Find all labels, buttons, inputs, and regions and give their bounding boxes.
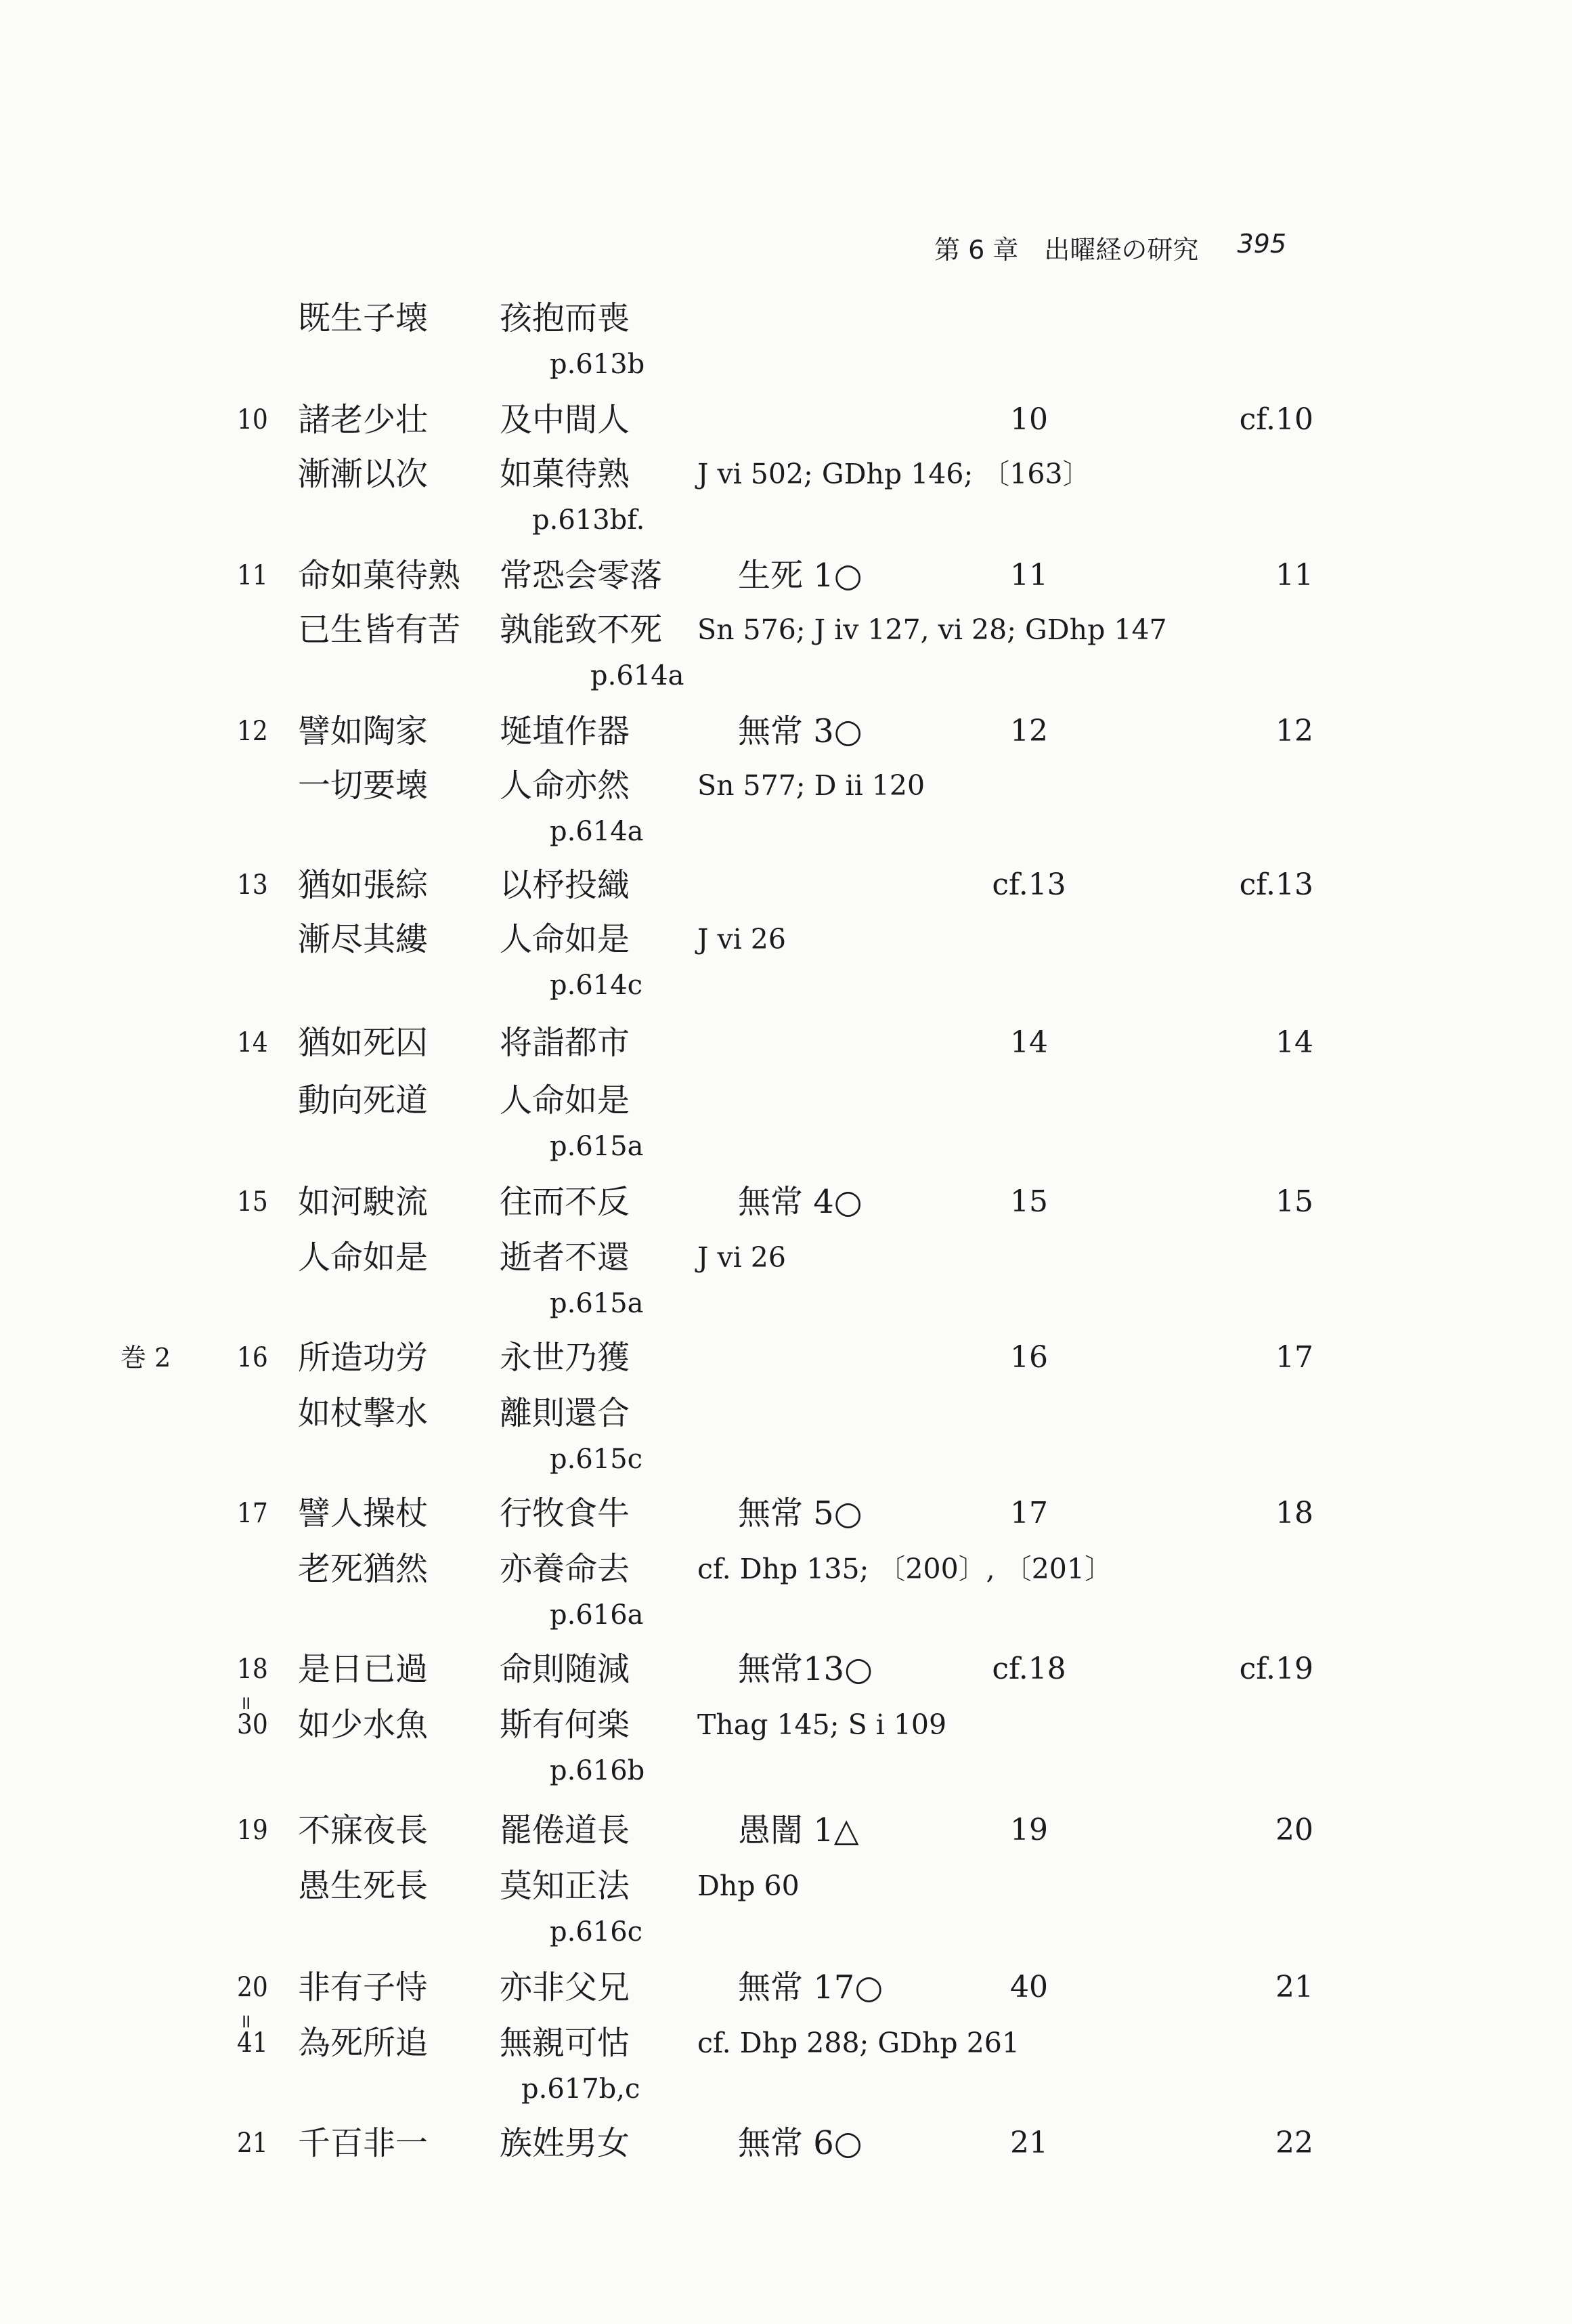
page-ref-line xyxy=(0,1908,1572,1956)
verse-phrase-1: 猶如張綜 xyxy=(298,866,429,904)
verse-phrase-2: 埏埴作器 xyxy=(500,712,630,750)
page-ref-line xyxy=(0,1436,1572,1483)
parallel-number-2: 17 xyxy=(1275,1340,1313,1375)
verse-phrase-1: 如河駛流 xyxy=(298,1183,429,1221)
taisho-page: p.615c xyxy=(550,1444,643,1475)
taisho-page: p.614c xyxy=(550,970,643,1001)
verse-phrase-1: 非有子恃 xyxy=(298,1968,429,2006)
taisho-page: p.616b xyxy=(550,1755,645,1786)
entry-line xyxy=(0,1862,1572,1910)
entry-line xyxy=(0,762,1572,809)
taisho-page: p.615a xyxy=(550,1288,644,1319)
parallel-number-2: cf.10 xyxy=(1239,402,1313,437)
verse-phrase-4: 逝者不還 xyxy=(500,1239,630,1276)
parallel-references: Dhp 60 xyxy=(697,1870,800,1902)
verse-number: 20 xyxy=(237,1972,268,2003)
verse-phrase-4: 如菓待熟 xyxy=(500,455,630,493)
verse-phrase-2: 常恐会零落 xyxy=(500,557,663,595)
chapter-title: 第 6 章 出曜経の研究 xyxy=(934,235,1199,265)
verse-phrase-2: 将詣都市 xyxy=(500,1024,630,1062)
taisho-page: p.614a xyxy=(590,660,684,691)
parallel-number-2: 21 xyxy=(1275,1970,1313,2004)
entry-line xyxy=(0,1490,1572,1537)
verse-phrase-2: 罷倦道長 xyxy=(500,1811,630,1849)
verse-phrase-1: 命如菓待熟 xyxy=(298,557,461,595)
verse-number: 17 xyxy=(237,1498,268,1529)
verse-phrase-3: 如少水魚 xyxy=(298,1706,429,1744)
verse-phrase-3: 人命如是 xyxy=(298,1239,429,1276)
parallel-number-1: 15 xyxy=(1010,1184,1048,1219)
verse-phrase-2: 以杼投織 xyxy=(500,866,630,904)
parallel-references: Sn 576; J iv 127, vi 28; GDhp 147 xyxy=(697,614,1167,646)
parallel-number-1: cf.13 xyxy=(992,867,1066,902)
page-ref-line xyxy=(0,808,1572,855)
page-ref-line xyxy=(0,1747,1572,1794)
verse-number-alt: 30 xyxy=(237,1709,268,1740)
volume-marker: 巻 2 xyxy=(121,1343,171,1373)
udanavarga-ref: 無常 5○ xyxy=(738,1494,863,1532)
entry-line xyxy=(0,1807,1572,1854)
udanavarga-ref: 無常 4○ xyxy=(738,1183,863,1221)
entry-line xyxy=(0,861,1572,909)
verse-number: 13 xyxy=(237,869,268,901)
taisho-page: p.614a xyxy=(550,816,644,847)
entry-line xyxy=(0,1701,1572,1748)
parallel-number-2: 15 xyxy=(1275,1184,1313,1219)
verse-number: 15 xyxy=(237,1186,268,1218)
entry-line xyxy=(0,1178,1572,1226)
verse-number-alt: 41 xyxy=(237,2027,268,2059)
parallel-references: cf. Dhp 288; GDhp 261 xyxy=(697,2027,1020,2059)
parallel-number-2: cf.13 xyxy=(1239,867,1313,902)
parallel-number-1: 21 xyxy=(1010,2126,1048,2160)
parallel-number-1: 17 xyxy=(1010,1496,1048,1530)
page-ref-line xyxy=(0,2065,1572,2113)
verse-phrase-4: 亦養命去 xyxy=(500,1550,630,1588)
verse-phrase-1: 所造功労 xyxy=(298,1339,429,1377)
parallel-number-2: 11 xyxy=(1275,558,1313,593)
verse-phrase-2: 永世乃獲 xyxy=(500,1339,630,1377)
verse-phrase-2: 行牧食牛 xyxy=(500,1494,630,1532)
entry-line xyxy=(0,396,1572,444)
verse-phrase-2: 亦非父兄 xyxy=(500,1968,630,2006)
parallel-references: Sn 577; D ii 120 xyxy=(697,769,925,802)
verse-phrase-4: 離則還合 xyxy=(500,1394,630,1432)
udanavarga-ref: 無常 3○ xyxy=(738,712,863,750)
entry-line xyxy=(0,2019,1572,2067)
entry-line xyxy=(0,450,1572,498)
parallel-number-2: 12 xyxy=(1275,714,1313,748)
verse-phrase-1: 既生子壊 xyxy=(298,299,429,337)
udanavarga-ref: 生死 1○ xyxy=(738,557,863,595)
verse-number: 18 xyxy=(237,1654,268,1685)
parallel-number-2: 18 xyxy=(1275,1496,1313,1530)
verse-phrase-2: 及中間人 xyxy=(500,401,630,439)
taisho-page: p.615a xyxy=(550,1131,644,1162)
verse-number: 11 xyxy=(237,560,268,591)
entry-line xyxy=(0,916,1572,963)
parallel-number-1: 14 xyxy=(1010,1025,1048,1060)
verse-phrase-2: 孩抱而喪 xyxy=(500,299,630,337)
parallel-number-2: cf.19 xyxy=(1239,1652,1313,1686)
udanavarga-ref: 愚闇 1△ xyxy=(738,1811,859,1849)
parallel-number-1: 12 xyxy=(1010,714,1048,748)
verse-phrase-2: 命則随減 xyxy=(500,1650,630,1688)
parallel-number-1: 40 xyxy=(1010,1970,1048,2004)
verse-phrase-4: 人命亦然 xyxy=(500,767,630,804)
page-ref-line xyxy=(0,652,1572,700)
udanavarga-ref: 無常 17○ xyxy=(738,1968,883,2006)
verse-number: 19 xyxy=(237,1815,268,1846)
entry-line xyxy=(0,708,1572,755)
parallel-references: J vi 26 xyxy=(697,1241,786,1274)
verse-phrase-3: 動向死道 xyxy=(298,1081,429,1119)
taisho-page: p.616a xyxy=(550,1599,644,1631)
entry-line xyxy=(0,1019,1572,1067)
taisho-page: p.613bf. xyxy=(532,504,645,536)
verse-number: 16 xyxy=(237,1342,268,1373)
entry-line xyxy=(0,1390,1572,1437)
verse-phrase-4: 人命如是 xyxy=(500,920,630,958)
page-number: 395 xyxy=(1237,229,1286,259)
verse-phrase-2: 族姓男女 xyxy=(500,2124,630,2162)
udanavarga-ref: 無常13○ xyxy=(738,1650,873,1688)
page-ref-line xyxy=(0,962,1572,1009)
udanavarga-ref: 無常 6○ xyxy=(738,2124,863,2162)
verse-phrase-3: 如杖撃水 xyxy=(298,1394,429,1432)
entry-line xyxy=(0,2119,1572,2167)
equals-mark: ॥ xyxy=(240,2010,251,2032)
parallel-number-1: cf.18 xyxy=(992,1652,1066,1686)
verse-phrase-3: 已生皆有苦 xyxy=(298,611,461,649)
verse-phrase-4: 斯有何楽 xyxy=(500,1706,630,1744)
verse-phrase-4: 人命如是 xyxy=(500,1081,630,1119)
verse-phrase-4: 無親可怙 xyxy=(500,2024,630,2062)
taisho-page: p.613b xyxy=(550,349,645,380)
verse-phrase-1: 是日已過 xyxy=(298,1650,429,1688)
verse-phrase-1: 千百非一 xyxy=(298,2124,429,2162)
page-ref-line xyxy=(0,496,1572,544)
verse-phrase-3: 漸漸以次 xyxy=(298,455,429,493)
parallel-number-1: 19 xyxy=(1010,1813,1048,1847)
page-ref-line xyxy=(0,1280,1572,1327)
verse-phrase-1: 諸老少壮 xyxy=(298,401,429,439)
parallel-number-1: 10 xyxy=(1010,402,1048,437)
verse-phrase-1: 譬如陶家 xyxy=(298,712,429,750)
parallel-references: J vi 26 xyxy=(697,923,786,955)
verse-phrase-3: 愚生死長 xyxy=(298,1867,429,1905)
verse-phrase-3: 為死所追 xyxy=(298,2024,429,2062)
parallel-references: J vi 502; GDhp 146; 〔163〕 xyxy=(697,458,1091,490)
taisho-page: p.616c xyxy=(550,1916,643,1948)
parallel-number-1: 11 xyxy=(1010,558,1048,593)
verse-phrase-3: 老死猶然 xyxy=(298,1550,429,1588)
page-ref-line xyxy=(0,341,1572,388)
verse-phrase-3: 漸尽其縷 xyxy=(298,920,429,958)
entry-line xyxy=(0,1545,1572,1593)
verse-phrase-3: 一切要壊 xyxy=(298,767,429,804)
entry-line xyxy=(0,552,1572,599)
verse-phrase-1: 譬人操杖 xyxy=(298,1494,429,1532)
verse-number: 10 xyxy=(237,404,268,435)
verse-phrase-2: 往而不反 xyxy=(500,1183,630,1221)
running-header xyxy=(934,229,1293,270)
verse-phrase-4: 孰能致不死 xyxy=(500,611,663,649)
parallel-number-1: 16 xyxy=(1010,1340,1048,1375)
parallel-number-2: 22 xyxy=(1275,2126,1313,2160)
verse-number: 21 xyxy=(237,2128,268,2159)
verse-number: 12 xyxy=(237,716,268,747)
entry-line xyxy=(0,1077,1572,1124)
verse-number: 14 xyxy=(237,1027,268,1058)
entry-line xyxy=(0,1234,1572,1281)
parallel-references: cf. Dhp 135; 〔200〕, 〔201〕 xyxy=(697,1553,1112,1585)
parallel-number-2: 14 xyxy=(1275,1025,1313,1060)
verse-phrase-1: 不寐夜長 xyxy=(298,1811,429,1849)
verse-phrase-1: 猶如死囚 xyxy=(298,1024,429,1062)
equals-mark: ॥ xyxy=(240,1692,251,1714)
page-ref-line xyxy=(0,1123,1572,1170)
entry-line xyxy=(0,606,1572,653)
entry-line xyxy=(0,295,1572,342)
parallel-number-2: 20 xyxy=(1275,1813,1313,1847)
verse-phrase-4: 莫知正法 xyxy=(500,1867,630,1905)
taisho-page: p.617b,c xyxy=(521,2073,640,2105)
parallel-references: Thag 145; S i 109 xyxy=(697,1708,947,1741)
entry-line xyxy=(0,1334,1572,1381)
page-ref-line xyxy=(0,1591,1572,1639)
